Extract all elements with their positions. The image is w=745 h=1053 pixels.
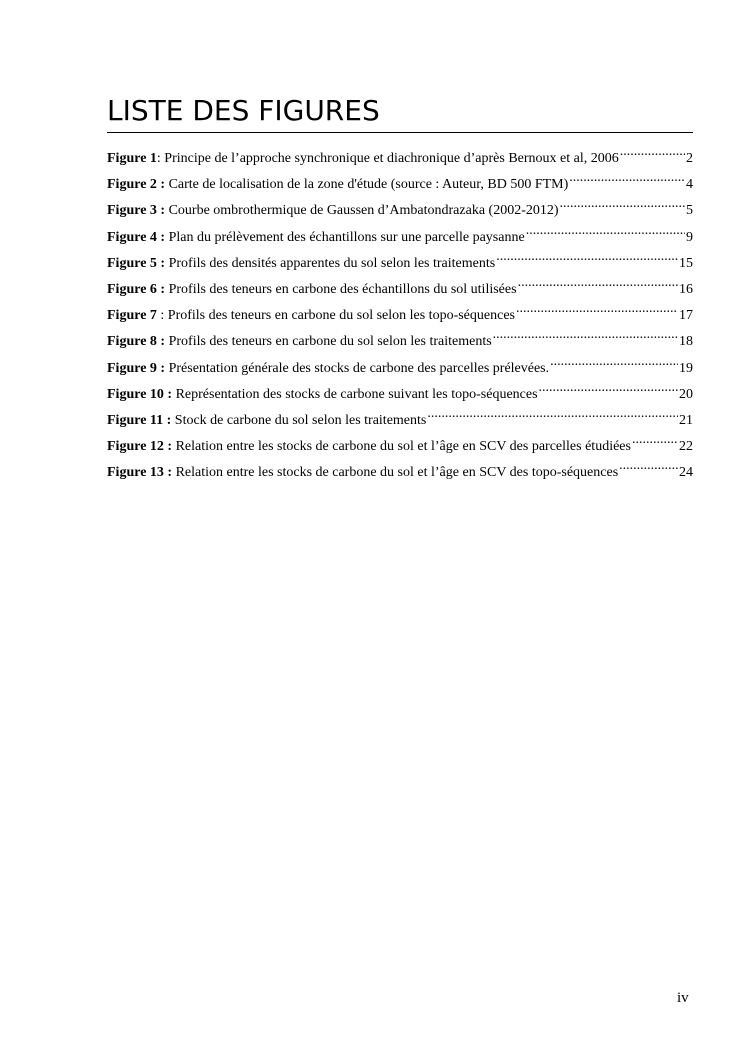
figure-caption: Présentation générale des stocks de carbone des parcelles prélevées. [168, 360, 550, 376]
dot-leader [560, 194, 685, 214]
figure-label: Figure 10 : [107, 386, 173, 402]
dot-leader [569, 168, 685, 188]
figure-list-entry[interactable] [107, 456, 693, 481]
figure-label: Figure 2 : [107, 177, 166, 193]
figure-label: Figure 9 : [107, 360, 166, 376]
figure-list-entry[interactable] [107, 404, 693, 428]
figure-list-entry[interactable] [107, 168, 693, 193]
figure-label: Figure 1 [107, 151, 157, 166]
dot-leader [550, 352, 678, 372]
figure-caption: Carte de localisation de la zone d'étude (source : Auteur, BD 500 FTM) [168, 177, 569, 193]
figure-list-entry[interactable] [107, 325, 693, 350]
figure-list-entry[interactable] [107, 247, 693, 271]
figure-caption: Plan du prélèvement des échantillons sur une parcelle paysanne [168, 229, 525, 245]
figure-page-number: 2 [686, 151, 693, 166]
dot-leader [620, 142, 685, 162]
figure-page-number: 15 [679, 255, 693, 271]
figure-page-number: 5 [686, 203, 693, 219]
figure-page-number: 24 [679, 465, 693, 481]
figure-caption: Relation entre les stocks de carbone du sol et l’âge en SCV des parcelles étudiées [175, 439, 631, 455]
figure-list-entry[interactable] [107, 430, 693, 455]
dot-leader [427, 404, 678, 424]
figure-list [107, 142, 693, 482]
figure-label: Figure 7 [107, 308, 157, 324]
figure-page-number: 4 [686, 177, 693, 193]
figure-caption: Stock de carbone du sol selon les traitements [174, 412, 427, 428]
figure-list-entry[interactable] [107, 142, 693, 166]
figure-page-number: 19 [679, 360, 693, 376]
dot-leader [619, 456, 678, 476]
dot-leader [539, 378, 678, 398]
figure-label: Figure 3 : [107, 203, 166, 219]
page-number: iv [677, 990, 689, 1006]
figure-list-entry[interactable] [107, 194, 693, 219]
dot-leader [516, 299, 678, 319]
figure-caption: Profils des teneurs en carbone du sol selon les topo-séquences [167, 308, 515, 324]
figure-caption: Principe de l’approche synchronique et diachronique d’après Bernoux et al, 2006 [164, 151, 619, 166]
figure-page-number: 21 [679, 412, 693, 428]
figure-page-number: 18 [679, 334, 693, 350]
figure-page-number: 20 [679, 386, 693, 402]
dot-leader [496, 247, 678, 267]
title-underline [107, 132, 693, 133]
figure-label: Figure 4 : [107, 229, 166, 245]
figure-label: Figure 11 : [107, 412, 172, 428]
figure-list-entry[interactable] [107, 221, 693, 245]
figure-label: Figure 12 : [107, 439, 173, 455]
dot-leader [526, 221, 685, 241]
dot-leader [632, 430, 678, 450]
figure-caption: Représentation des stocks de carbone suivant les topo-séquences [175, 386, 538, 402]
figure-caption: Profils des teneurs en carbone des échantillons du sol utilisées [168, 281, 517, 297]
figure-page-number: 22 [679, 439, 693, 455]
label-separator: : [156, 151, 165, 166]
figure-label: Figure 5 : [107, 255, 166, 271]
figure-list-entry[interactable] [107, 273, 693, 297]
figure-caption: Profils des densités apparentes du sol selon les traitements [168, 255, 496, 271]
figure-list-entry[interactable] [107, 299, 693, 324]
figure-label: Figure 13 : [107, 465, 173, 481]
page-title: LISTE DES FIGURES [107, 94, 380, 127]
figure-caption: Profils des teneurs en carbone du sol selon les traitements [168, 334, 492, 350]
figure-label: Figure 6 : [107, 281, 166, 297]
figure-label: Figure 8 : [107, 334, 166, 350]
figure-page-number: 16 [679, 281, 693, 297]
figure-page-number: 17 [679, 308, 693, 324]
figure-list-entry[interactable] [107, 378, 693, 402]
figure-caption: Relation entre les stocks de carbone du sol et l’âge en SCV des topo-séquences [175, 465, 619, 481]
figure-page-number: 9 [686, 229, 693, 245]
dot-leader [518, 273, 678, 293]
figure-caption: Courbe ombrothermique de Gaussen d’Ambatondrazaka (2002-2012) [168, 203, 559, 219]
figure-list-entry[interactable] [107, 352, 693, 376]
dot-leader [493, 325, 678, 345]
label-separator: : [156, 308, 168, 324]
